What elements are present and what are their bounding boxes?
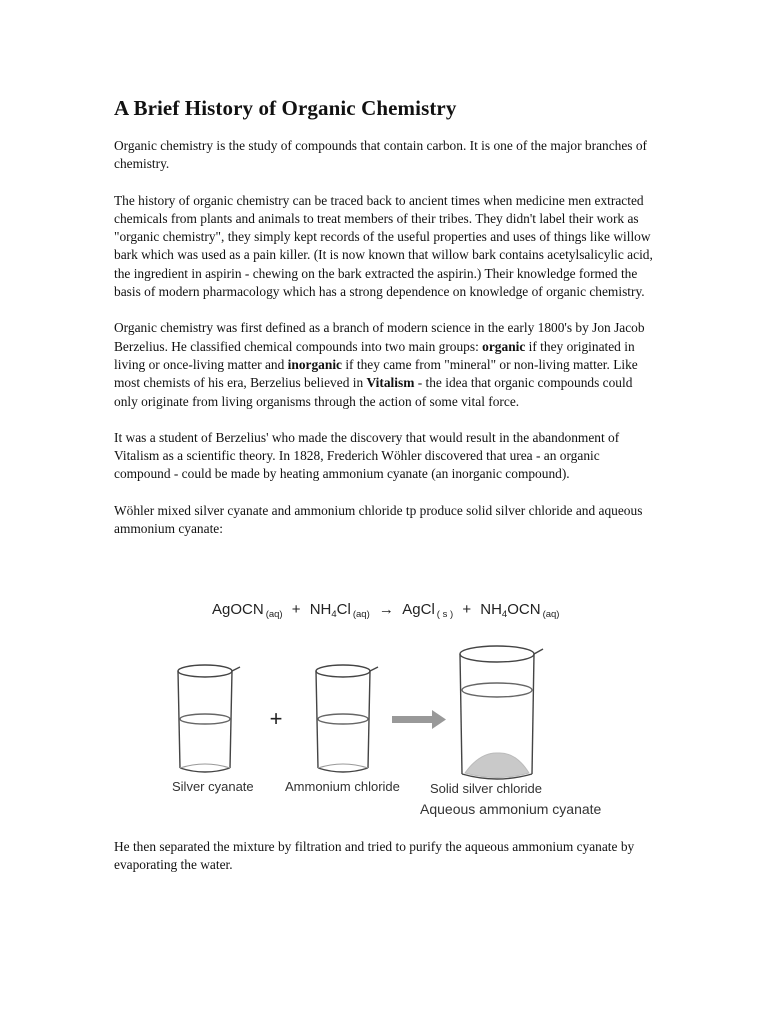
reactant-nh4cl-subscript: 4 <box>331 609 337 620</box>
reaction-diagram <box>160 640 610 825</box>
berzelius-text-a: Organic chemistry was first defined as a branch of modern science in the early 1800's by Jon Jacob Berzelius. He classified chemical compounds into two main groups: <box>114 320 645 354</box>
reaction-arrow-graphic <box>392 710 446 729</box>
product-nh4ocn-a: NH <box>480 601 502 618</box>
reactant-nh4cl-a: NH <box>309 601 332 618</box>
paragraph-mixing: Wöhler mixed silver cyanate and ammonium chloride tp produce solid silver chloride and aqueous ammonium cyanate: <box>114 502 643 537</box>
label-aqueous-ammonium-cyanate: Aqueous ammonium cyanate <box>420 801 602 817</box>
beaker-ammonium-chloride <box>316 665 378 772</box>
product-agcl: AgCl <box>402 601 435 618</box>
paragraph-berzelius <box>114 319 654 410</box>
beaker-2-liquid-surface <box>318 714 368 724</box>
product-nh4ocn-subscript: 4 <box>501 609 508 620</box>
product-nh4ocn-state: (aq) <box>542 609 560 620</box>
beaker-3-left-wall <box>460 654 462 774</box>
beaker-3-right-wall <box>532 654 534 774</box>
term-vitalism: Vitalism <box>366 375 415 391</box>
diagram-plus-sign: + <box>269 706 283 731</box>
beaker-1-bottom <box>180 768 230 772</box>
label-solid-silver-chloride: Solid silver chloride <box>430 781 542 796</box>
plus-sign-1: + <box>291 601 301 618</box>
berzelius-text-c: if they came from "mineral" or non-living matter. Like most chemists of his era, Berzelius believed in <box>114 356 638 391</box>
beaker-1-liquid-surface <box>180 714 230 724</box>
beaker-3-liquid-surface <box>462 683 532 697</box>
beaker-1-spout <box>232 667 240 671</box>
arrow-shaft <box>392 716 432 723</box>
paragraph-wohler: It was a student of Berzelius' who made the discovery that would result in the abandonment of Vitalism as a scientific theory. In 1828, Frederich Wöhler discovered that urea - an organic compound - could be made by heating ammonium cyanate (an inorganic compound). <box>114 429 620 482</box>
label-ammonium-chloride: Ammonium chloride <box>285 779 400 794</box>
beaker-products <box>460 646 543 779</box>
beaker-silver-cyanate <box>178 665 240 772</box>
beaker-2-bottom-back <box>318 764 368 768</box>
reactant-nh4cl-state: (aq) <box>352 609 370 620</box>
reactant-agocn-state: (aq) <box>265 609 283 620</box>
product-nh4ocn-b: OCN <box>507 601 541 618</box>
label-silver-cyanate: Silver cyanate <box>172 779 254 794</box>
beaker-2-bottom <box>318 768 368 772</box>
term-inorganic: inorganic <box>287 356 342 372</box>
paragraph-history: The history of organic chemistry can be traced back to ancient times when medicine men extracted chemicals from plants and animals to treat members of their tribes. They didn't label their work as "organic chemistry", they simply kept records of the useful properties and uses of things like willow bark which was used as a pain killer. (It is now known that willow bark contains acetylsalicylic acid, the ingredient in aspirin - chewing on the bark extracted the aspirin.) Their knowledge formed the basis of modern pharmacology which has a strong dependence on knowledge of organic chemistry. <box>114 192 653 300</box>
product-agcl-state: ( s ) <box>436 609 454 620</box>
beakers-illustration <box>160 640 610 825</box>
beaker-2-rim <box>316 665 370 677</box>
paragraph-intro: Organic chemistry is the study of compounds that contain carbon. It is one of the major branches of chemistry. <box>114 138 648 172</box>
plus-sign-2: + <box>462 601 472 618</box>
berzelius-text-d: - the idea that organic compounds could only originate from living organisms through the action of some vital force. <box>114 375 633 409</box>
beaker-1-rim <box>178 665 232 677</box>
term-organic: organic <box>482 338 526 354</box>
berzelius-text-b: if they originated in living or once-living matter and <box>114 338 635 372</box>
beaker-3-spout <box>534 649 543 654</box>
page-title: A Brief History of Organic Chemistry <box>114 96 457 120</box>
chemical-equation <box>212 601 559 620</box>
beaker-3-precipitate <box>465 753 529 778</box>
beaker-3-rim <box>460 646 534 662</box>
arrow-head <box>432 710 446 729</box>
beaker-1-bottom-back <box>180 764 230 768</box>
reactant-nh4cl-b: Cl <box>336 601 351 618</box>
reactant-agocn: AgOCN <box>212 601 264 618</box>
beaker-2-spout <box>370 667 378 671</box>
paragraph-filtration: He then separated the mixture by filtration and tried to purify the aqueous ammonium cyanate by evaporating the water. <box>114 839 635 873</box>
reaction-arrow: → <box>378 601 394 618</box>
